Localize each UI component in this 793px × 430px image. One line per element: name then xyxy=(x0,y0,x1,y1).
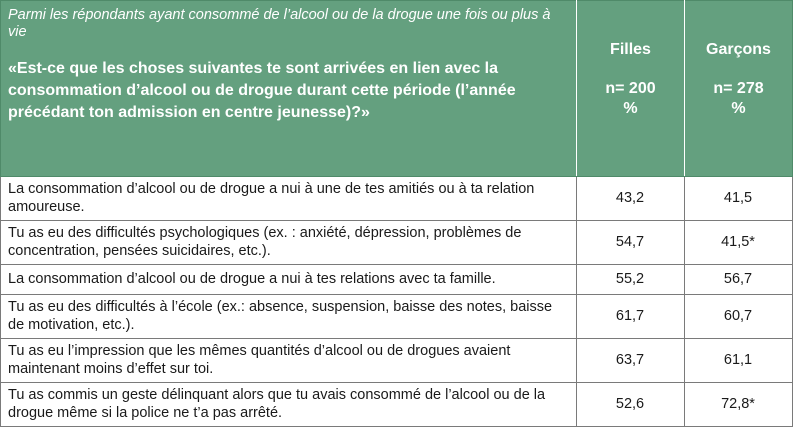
row-value-garcons: 60,7 xyxy=(685,295,793,339)
header-question: «Est-ce que les choses suivantes te sont arrivées en lien avec la consommation d’alcool ou de drogue durant cette période (l’année précédant ton admission en centre jeunesse)?» xyxy=(8,60,516,121)
row-value-garcons: 56,7 xyxy=(685,265,793,295)
col-filles-name: Filles xyxy=(610,41,651,58)
header-row xyxy=(1,1,793,177)
row-label: Tu as eu l’impression que les mêmes quantités d’alcool ou de drogues avaient maintenant moins d’effet sur toi. xyxy=(1,339,577,383)
row-value-garcons: 41,5* xyxy=(685,221,793,265)
row-value-filles: 61,7 xyxy=(577,295,685,339)
table-row xyxy=(1,265,793,295)
col-filles-n: n= 200 xyxy=(605,80,656,97)
col-garcons-n: n= 278 xyxy=(713,80,764,97)
row-value-filles: 43,2 xyxy=(577,177,685,221)
row-value-filles: 55,2 xyxy=(577,265,685,295)
row-value-garcons: 72,8* xyxy=(685,383,793,427)
col-garcons-name: Garçons xyxy=(706,41,771,58)
header-subtitle: Parmi les répondants ayant consommé de l’alcool ou de la drogue une fois ou plus à vie xyxy=(8,7,551,40)
row-value-filles: 63,7 xyxy=(577,339,685,383)
row-label: La consommation d’alcool ou de drogue a nui à une de tes amitiés ou à ta relation amoureuse. xyxy=(1,177,577,221)
row-value-garcons: 61,1 xyxy=(685,339,793,383)
row-label: La consommation d’alcool ou de drogue a nui à tes relations avec ta famille. xyxy=(1,265,577,295)
row-label: Tu as commis un geste délinquant alors que tu avais consommé de l’alcool ou de la drogue même si la police ne t’a pas arrêté. xyxy=(1,383,577,427)
header-col-garcons xyxy=(685,1,793,177)
table-row xyxy=(1,177,793,221)
row-value-garcons: 41,5 xyxy=(685,177,793,221)
col-garcons-unit: % xyxy=(731,100,746,117)
row-label: Tu as eu des difficultés à l’école (ex.: absence, suspension, baisse des notes, baisse de motivation, etc.). xyxy=(1,295,577,339)
col-filles-unit: % xyxy=(623,100,638,117)
table-row xyxy=(1,295,793,339)
table-row xyxy=(1,383,793,427)
header-col-filles xyxy=(577,1,685,177)
header-question-cell xyxy=(1,1,577,177)
row-value-filles: 54,7 xyxy=(577,221,685,265)
row-value-filles: 52,6 xyxy=(577,383,685,427)
table-row xyxy=(1,339,793,383)
row-label: Tu as eu des difficultés psychologiques (ex. : anxiété, dépression, problèmes de concentration, pensées suicidaires, etc.). xyxy=(1,221,577,265)
table-row xyxy=(1,221,793,265)
